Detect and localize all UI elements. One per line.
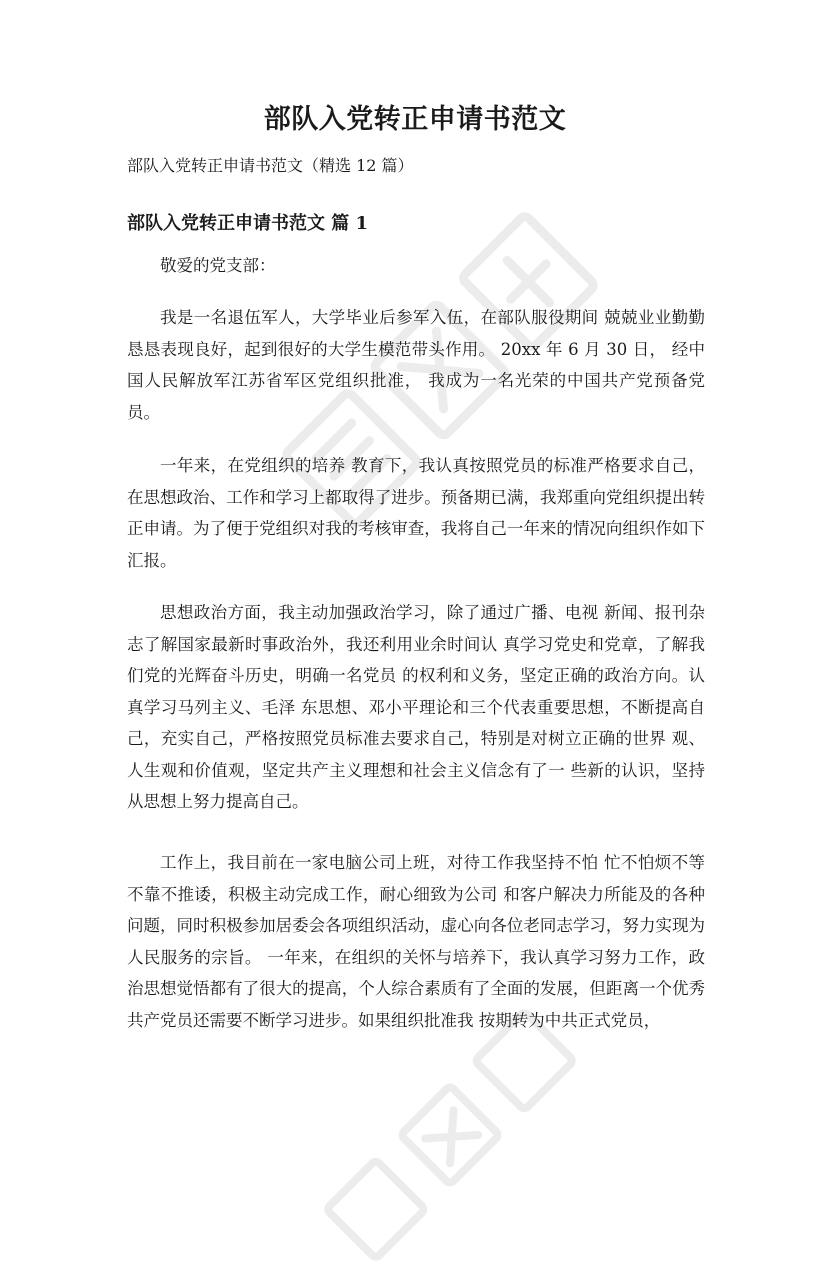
paragraph-4: 工作上，我目前在一家电脑公司上班，对待工作我坚持不怕 忙不怕烦不等不靠不推诿，积极主动完成工作，耐心细致为公司 和客户解决力所能及的各种问题，同时积极参加居委会各项组织活动，虚心向各位老同志学习，努力实现为人民服务的宗旨。 一年来，在组织的关怀与培养下，我认真学习努力工作，政 治思想觉悟都有了很大的提高，个人综合素质有了全面的发展，但距离一个优秀共产党员还需要不断学习进步。如果组织批准我 按期转为中共正式党员， [127,853,705,1030]
paragraph-3: 思想政治方面，我主动加强政治学习，除了通过广播、电视 新闻、报刊杂志了解国家最新时事政治外，我还利用业余时间认 真学习党史和党章，了解我们党的光辉奋斗历史，明确一名党员 的权利和义务，坚定正确的政治方向。认真学习马列主义、毛泽 东思想、邓小平理论和三个代表重要思想，不断提高自己，充实自己，严格按照党员标准去要求自己，特别是对树立正确的世界 观、人生观和价值观，坚定共产主义理想和社会主义信念有了一 些新的认识，坚持从思想上努力提高自己。 [127,603,705,811]
watermark-bottom-icon [312,997,588,1273]
salutation: 敬爱的党支部： [160,256,276,275]
document-title: 部队入党转正申请书范文 [263,104,567,135]
document-subtitle: 部队入党转正申请书范文（精选 12 篇） [127,156,414,175]
paragraph-1: 我是一名退伍军人，大学毕业后参军入伍，在部队服役期间 兢兢业业勤勤恳恳表现良好，起到很好的大学生模范带头作用。 20xx 年 6 月 30 日， 经中国人民解放军江苏省军区党组织批准， 我成为一名光荣的中国共产党预备党员。 [127,308,705,422]
paragraph-2: 一年来，在党组织的培养 教育下，我认真按照党员的标准严格要求自己，在思想政治、工作和学习上都取得了进步。预备期已满，我郑重向党组织提出转 正申请。为了便于党组织对我的考核审查，我将自己一年来的情况向组织作如下汇报。 [127,456,705,570]
section-heading: 部队入党转正申请书范文 篇 1 [127,213,369,234]
